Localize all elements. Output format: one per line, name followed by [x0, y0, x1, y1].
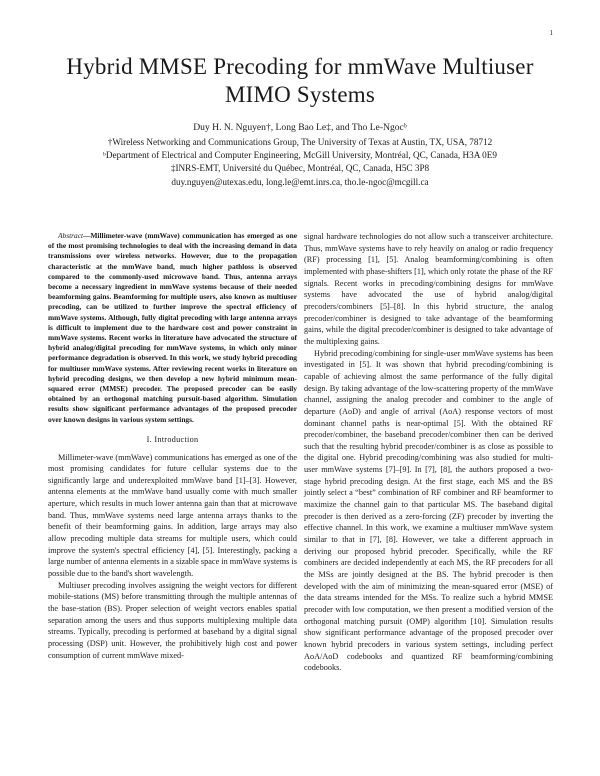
intro-paragraph-3: signal hardware technologies do not allow such a transceiver architecture. Thus, mmWave systems have to rely heavily on analog or radio frequency (RF) processing [1], [5]. Analog beamforming/combining is often implemented with phase-shifters [1], which only rotate the phase of the RF signals. Recent works in precoding/combining designs for mmWave systems have advocated the use of hybrid analog/digital precoders/combiners [5]–[8]. In this hybrid structure, the analog precoder/combiner is designed to take advantage of the beamforming gains, while the digital precoder/combiner is designed to take advantage of the multiplexing gains. — [304, 232, 553, 346]
intro-paragraph-1: Millimeter-wave (mmWave) communications has emerged as one of the most promising candidates for future cellular systems due to the significantly large and underexploited mmWave band [1]–[3]. However, antenna elements at the mmWave band usually come with much smaller aperture, which results in much lower antenna gain than that at microwave band. Thus, mmWave systems need large antenna arrays thanks to the benefit of their beamforming gains. In addition, large arrays may also allow precoding multiple data streams for multiple users, which could improve the system's spectral efficiency [4], [5]. Interestingly, packing a large number of antenna elements in a sizable space in mmWave systems is possible due to the band's short wavelength. — [48, 452, 297, 579]
abstract-text: —Millimeter-wave (mmWave) communication has emerged as one of the most promising technologies to deal with the increasing demand in data transmissions over wireless networks. However, due to the propagation characteristic at the mmWave band, much higher pathloss is observed compared to the commonly-used microwave band. Thus, antenna arrays become a necessary ingredient in mmWave systems because of their needed beamforming gains. Beamforming for multiple users, also known as multiuser precoding, can be utilized to further improve the spectral efficiency of mmWave systems. Although, fully digital precoding with large antenna arrays is difficult to implement due to the hardware cost and power constraint in mmWave systems. Recent works in literature have advocated the structure of hybrid analog/digital precoding for mmWave systems, in which only minor performance degradation is observed. In this work, we study hybrid precoding for multiuser mmWave systems. After reviewing recent works in literature on hybrid precoding designs, we then develop a new hybrid minimum mean-squared error (MMSE) precoder. The proposed precoder can be easily obtained by an orthogonal matching pursuit-based algorithm. Simulation results show significant performance advantages of the proposed precoder over known designs in various system settings. — [48, 231, 297, 424]
left-column — [48, 231, 297, 661]
section-heading-introduction: I. Introduction — [146, 434, 199, 444]
intro-paragraph-4: Hybrid precoding/combining for single-user mmWave systems has been investigated in [5]. It was shown that hybrid precoding/combining is capable of achieving almost the same performance of the fully digital design. By taking advantage of the low-scattering property of the mmWave channel, assigning the analog precoder and combiner to the angle of departure (AoD) and angle of arrival (AoA) response vectors of most dominant channel paths is near-optimal [5]. With the obtained RF precoder/combiner, the baseband precoder/combiner then can be derived such that the resulting hybrid precoder/combiner is as close as possible to the digital one. Hybrid precoding/combining was also studied for multi-user mmWave systems [7]–[9]. In [7], [8], the authors proposed a two-stage hybrid precoding design. At the first stage, each MS and the BS jointly select a “best” combination of RF combiner and RF beamformer to maximize the channel gain to that particular MS. The baseband digital precoder is then derived as a zero-forcing (ZF) precoder by inverting the effective channel. In this work, we examine a multiuser mmWave system similar to that in [7], [8]. However, we take a different approach in deriving our proposed hybrid precoder. Specifically, while the RF combiners are decided independently at each MS, the RF precoders for all the MSs are jointly designed at the BS. The hybrid precoder is then developed with the aim of minimizing the mean-squared error (MSE) of the data streams intended for the MSs. To realize such a hybrid MMSE precoder with low computation, we then present a modified version of the orthogonal matching pursuit (OMP) algorithm [10]. Simulation results show significant performance advantage of the proposed precoder over known hybrid precoders in various system settings, including perfect AoA/AoD codebooks and quantized RF beamforming/combining codebooks. — [304, 348, 553, 673]
affiliation-ut-austin: †Wireless Networking and Communications Group, The University of Texas at Austin, TX, USA, 78712 — [107, 137, 493, 147]
abstract-label: Abstract — [58, 231, 84, 240]
intro-paragraph-2: Multiuser precoding involves assigning the weight vectors for different mobile-stations (MS) before transmitting through the multiple antennas of the base-station (BS). Proper selection of weight vectors enables spatial separation among the users and thus supports multiplexing multiple data streams. Typically, precoding is performed at baseband by a digital signal processing (DSP) unit. However, the prohibitively high cost and power consumption of current mmWave mixed- — [48, 580, 297, 660]
abstract — [48, 231, 297, 425]
author-list: Duy H. N. Nguyen†, Long Bao Le‡, and Tho Le-Ngocᵇ — [193, 122, 407, 133]
author-emails: duy.nguyen@utexas.edu, long.le@emt.inrs.ca, tho.le-ngoc@mcgill.ca — [171, 177, 429, 187]
affiliation-inrs: ‡INRS-EMT, Université du Québec, Montréal, QC, Canada, H5C 3P8 — [170, 163, 430, 173]
paper-title — [0, 53, 600, 109]
right-column — [304, 231, 553, 674]
page-number: 1 — [549, 29, 553, 37]
affiliation-mcgill: ᵇDepartment of Electrical and Computer Engineering, McGill University, Montréal, QC, Canada, H3A 0E9 — [103, 150, 497, 160]
title-line-2: MIMO Systems — [224, 82, 375, 107]
title-line-1: Hybrid MMSE Precoding for mmWave Multiuser — [66, 54, 534, 79]
